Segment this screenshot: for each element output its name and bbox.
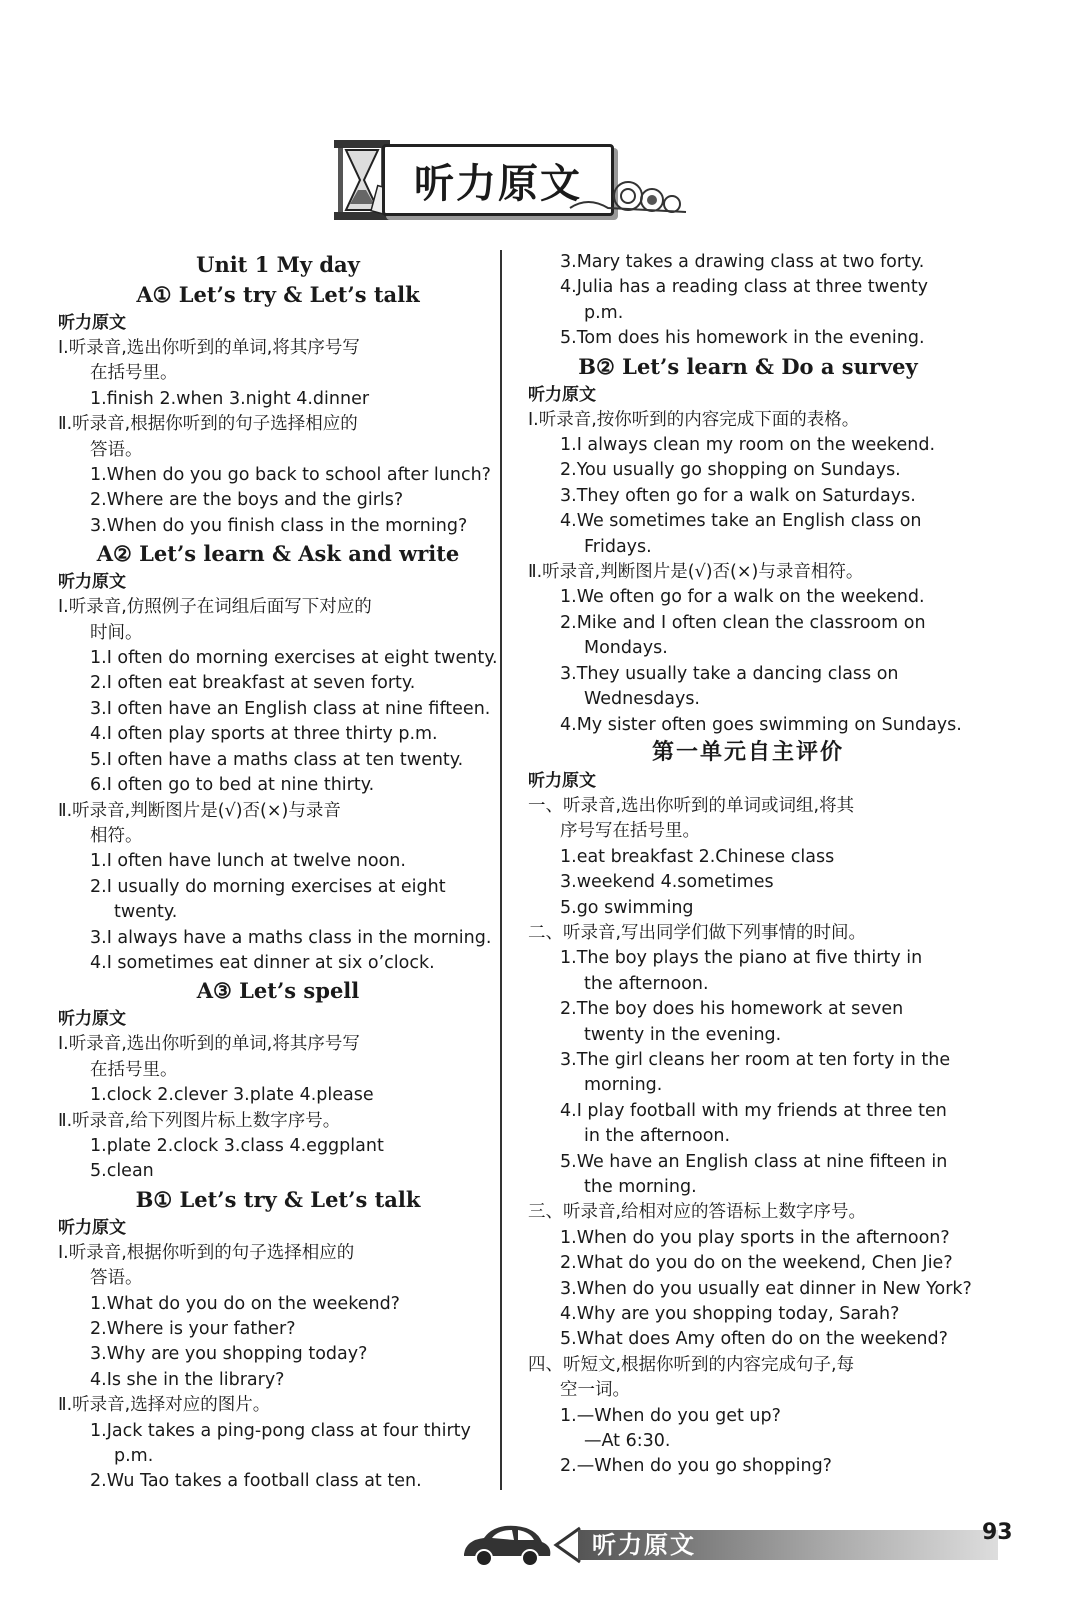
question-instruction: 一、听录音,选出你听到的单词或词组,将其 [528,795,855,816]
list-item: 2.What do you do on the weekend, Chen Jie? [560,1253,953,1274]
list-item: 1.We often go for a walk on the weekend. [560,587,925,608]
banner-title: 听力原文 [382,144,614,216]
list-item: 4.I sometimes eat dinner at six o’clock. [90,952,435,973]
list-item-continuation: p.m. [584,302,624,323]
section-heading-a2: A② Let’s learn & Ask and write [96,541,460,567]
right-column [528,250,972,1480]
list-item: 1.The boy plays the piano at five thirty in [560,948,923,969]
question-instruction: 相符。 [90,825,143,846]
unit-title: Unit 1 My day [196,252,360,277]
list-item: 1.When do you play sports in the afternoon? [560,1227,950,1248]
section-label: 听力原文 [58,1009,126,1030]
question-instruction: 三、听录音,给相对应的答语标上数字序号。 [528,1202,867,1223]
list-item: 3.The girl cleans her room at ten forty in the [560,1049,951,1070]
list-item-continuation: Fridays. [584,536,652,557]
question-instruction: 四、听短文,根据你听到的内容完成句子,每 [528,1354,855,1375]
question-instruction: Ⅱ.听录音,判断图片是(√)否(×)与录音相符。 [528,562,864,583]
section-label: 听力原文 [528,384,596,405]
list-item: 3.Mary takes a drawing class at two forty. [560,252,925,272]
question-instruction: 空一词。 [560,1380,630,1401]
list-item: 6.I often go to bed at nine thirty. [90,775,375,796]
question-instruction: 答语。 [90,439,143,460]
question-instruction: 在括号里。 [90,1059,178,1080]
section-heading-a3: A③ Let’s spell [196,978,360,1004]
question-instruction: Ⅰ.听录音,按你听到的内容完成下面的表格。 [528,409,860,430]
dialogue-line: —At 6:30. [584,1431,671,1452]
list-item-continuation: in the afternoon. [584,1126,731,1147]
dialogue-line: 2.—When do you go shopping? [560,1456,832,1477]
list-item-continuation: twenty in the evening. [584,1024,782,1045]
list-item: 4.Is she in the library? [90,1369,285,1390]
list-item: 2.You usually go shopping on Sundays. [560,460,901,481]
list-item: 2.I usually do morning exercises at eight [90,876,446,897]
list-item: 2.Wu Tao takes a football class at ten. [90,1471,422,1492]
list-item: 4.Julia has a reading class at three twenty [560,277,929,298]
question-instruction: 答语。 [90,1268,143,1289]
section-heading-b2: B② Let’s learn & Do a survey [578,353,918,379]
list-item: 3.I always have a maths class in the morning. [90,927,492,948]
list-item-continuation: Mondays. [584,638,668,659]
list-item: 3.When do you finish class in the morning? [90,515,468,536]
question-instruction: Ⅱ.听录音,根据你听到的句子选择相应的 [58,414,358,435]
question-instruction: Ⅱ.听录音,选择对应的图片。 [58,1395,271,1416]
word-list: 5.clean [90,1161,154,1182]
section-heading-a1: A① Let’s try & Let’s talk [136,282,420,307]
question-instruction: 二、听录音,写出同学们做下列事情的时间。 [528,922,867,943]
section-label: 听力原文 [58,313,126,333]
list-item: 2.The boy does his homework at seven [560,999,904,1020]
word-list: 1.plate 2.clock 3.class 4.eggplant [90,1135,384,1156]
word-list: 5.go swimming [560,897,694,918]
list-item: 3.I often have an English class at nine fifteen. [90,698,491,719]
list-item: 3.They usually take a dancing class on [560,663,899,684]
section-label: 听力原文 [58,1217,126,1238]
section-heading-b1: B① Let’s try & Let’s talk [135,1186,421,1212]
question-instruction: Ⅰ.听录音,根据你听到的句子选择相应的 [58,1242,355,1263]
list-item: 4.My sister often goes swimming on Sundays. [560,714,962,735]
list-item-continuation: twenty. [114,902,178,923]
word-list: 1.clock 2.clever 3.plate 4.please [90,1085,374,1106]
word-list: 1.eat breakfast 2.Chinese class [560,846,835,867]
list-item: 3.When do you usually eat dinner in New York? [560,1278,972,1299]
question-instruction: 在括号里。 [90,363,178,384]
car-icon [458,1518,554,1568]
left-column [58,250,498,1495]
swirl-decoration-icon [568,178,688,218]
section-heading-review: 第一单元自主评价 [651,739,844,765]
footer-label: 听力原文 [592,1531,696,1559]
list-item: 2.Where is your father? [90,1319,296,1339]
title-banner [330,138,690,224]
page-footer [458,1512,1018,1572]
list-item: 1.I often do morning exercises at eight twenty. [90,648,498,669]
question-instruction: Ⅰ.听录音,选出你听到的单词,将其序号写 [58,338,360,358]
list-item: 4.Why are you shopping today, Sarah? [560,1304,900,1325]
list-item: 2.Where are the boys and the girls? [90,490,404,511]
list-item: 5.I often have a maths class at ten twenty. [90,749,464,770]
list-item: 3.They often go for a walk on Saturdays. [560,485,916,506]
question-instruction: Ⅰ.听录音,仿照例子在词组后面写下对应的 [58,597,372,618]
list-item: 5.We have an English class at nine fifteen in [560,1151,948,1172]
list-item-continuation: the morning. [584,1177,697,1197]
word-list: 3.weekend 4.sometimes [560,872,774,893]
list-item: 5.What does Amy often do on the weekend? [560,1329,948,1350]
section-label: 听力原文 [528,770,596,791]
list-item: 5.Tom does his homework in the evening. [560,328,925,349]
word-list: 1.finish 2.when 3.night 4.dinner [90,388,370,409]
list-item: 4.We sometimes take an English class on [560,511,922,532]
question-instruction: 时间。 [90,622,143,643]
question-instruction: 序号写在括号里。 [560,821,700,842]
list-item: 1.I often have lunch at twelve noon. [90,851,406,872]
list-item: 2.Mike and I often clean the classroom on [560,612,926,633]
list-item-continuation: p.m. [114,1446,154,1467]
list-item: 1.Jack takes a ping-pong class at four thirty [90,1420,471,1441]
question-instruction: Ⅰ.听录音,选出你听到的单词,将其序号写 [58,1034,360,1055]
list-item-continuation: the afternoon. [584,973,709,994]
list-item: 1.What do you do on the weekend? [90,1293,400,1314]
list-item: 4.I often play sports at three thirty p.m. [90,724,438,745]
section-label: 听力原文 [58,572,126,593]
list-item: 1.I always clean my room on the weekend. [560,435,936,456]
list-item-continuation: Wednesdays. [584,689,700,710]
dialogue-line: 1.—When do you get up? [560,1405,781,1426]
list-item: 3.Why are you shopping today? [90,1344,368,1365]
list-item: 4.I play football with my friends at three ten [560,1100,947,1121]
question-instruction: Ⅱ.听录音,判断图片是(√)否(×)与录音 [58,800,341,821]
question-instruction: Ⅱ.听录音,给下列图片标上数字序号。 [58,1110,341,1131]
list-item: 2.I often eat breakfast at seven forty. [90,673,416,694]
list-item: 1.When do you go back to school after lunch? [90,465,491,486]
list-item-continuation: morning. [584,1075,663,1096]
page-number: 93 [982,1520,1013,1545]
column-divider [500,250,502,1490]
